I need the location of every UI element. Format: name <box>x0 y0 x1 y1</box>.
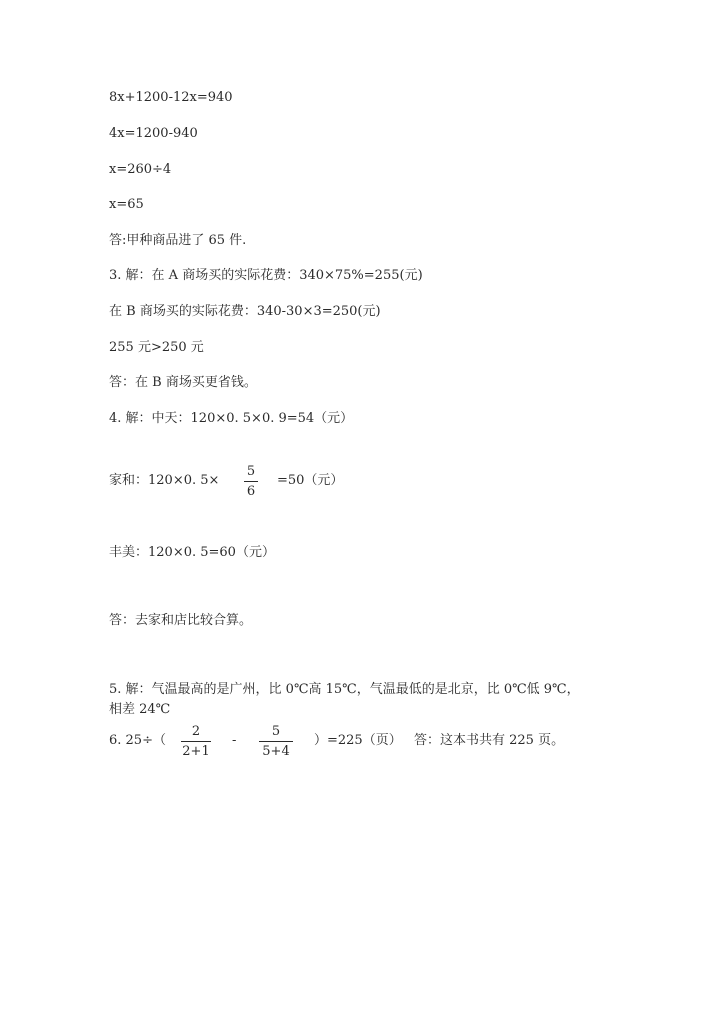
fraction-numerator: 5 <box>271 724 281 739</box>
problem-5-line-2: 相差 24℃ <box>109 702 171 717</box>
problem-4-line-3: 丰美：120×0. 5=60（元） <box>109 545 275 560</box>
problem-6-post: ）=225（页） <box>314 733 402 748</box>
fraction-denominator: 2+1 <box>182 744 210 759</box>
problem-3-line-1: 3. 解：在 A 商场买的实际花费：340×75%=255(元) <box>109 268 423 283</box>
fraction-bar <box>259 741 293 742</box>
problem-6-pre: 6. 25÷（ <box>109 733 166 748</box>
fraction-bar <box>244 481 258 482</box>
fraction-denominator: 5+4 <box>262 744 290 759</box>
equation-line-3: x=260÷4 <box>109 162 172 177</box>
fraction-numerator: 5 <box>246 464 256 479</box>
problem-3-line-3: 255 元>250 元 <box>109 340 204 355</box>
equation-line-2: 4x=1200-940 <box>109 126 198 141</box>
problem-4-line-2-post: =50（元） <box>277 473 344 488</box>
fraction-5-over-5plus4 <box>259 724 293 759</box>
problem-4-line-1: 4. 解：中天：120×0. 5×0. 9=54（元） <box>109 411 354 426</box>
fraction-bar <box>181 741 211 742</box>
fraction-2-over-2plus1 <box>181 724 211 759</box>
problem-6-minus: - <box>232 733 237 748</box>
fraction-numerator: 2 <box>191 724 201 739</box>
answer-line-2: 答:甲种商品进了 65 件. <box>109 233 247 248</box>
problem-3-line-2: 在 B 商场买的实际花费：340-30×3=250(元) <box>109 304 381 319</box>
problem-4-line-2-pre: 家和：120×0. 5× <box>109 473 220 488</box>
problem-5-line-1: 5. 解：气温最高的是广州，比 0℃高 15℃，气温最低的是北京，比 0℃低 9℃， <box>109 682 580 697</box>
answer-line-6: 答：这本书共有 225 页。 <box>414 733 565 748</box>
fraction-5-6 <box>244 464 258 499</box>
equation-line-1: 8x+1200-12x=940 <box>109 90 233 105</box>
equation-line-4: x=65 <box>109 197 144 212</box>
answer-line-3: 答：在 B 商场买更省钱。 <box>109 375 257 390</box>
answer-line-4: 答：去家和店比较合算。 <box>109 613 253 628</box>
fraction-denominator: 6 <box>246 484 256 499</box>
